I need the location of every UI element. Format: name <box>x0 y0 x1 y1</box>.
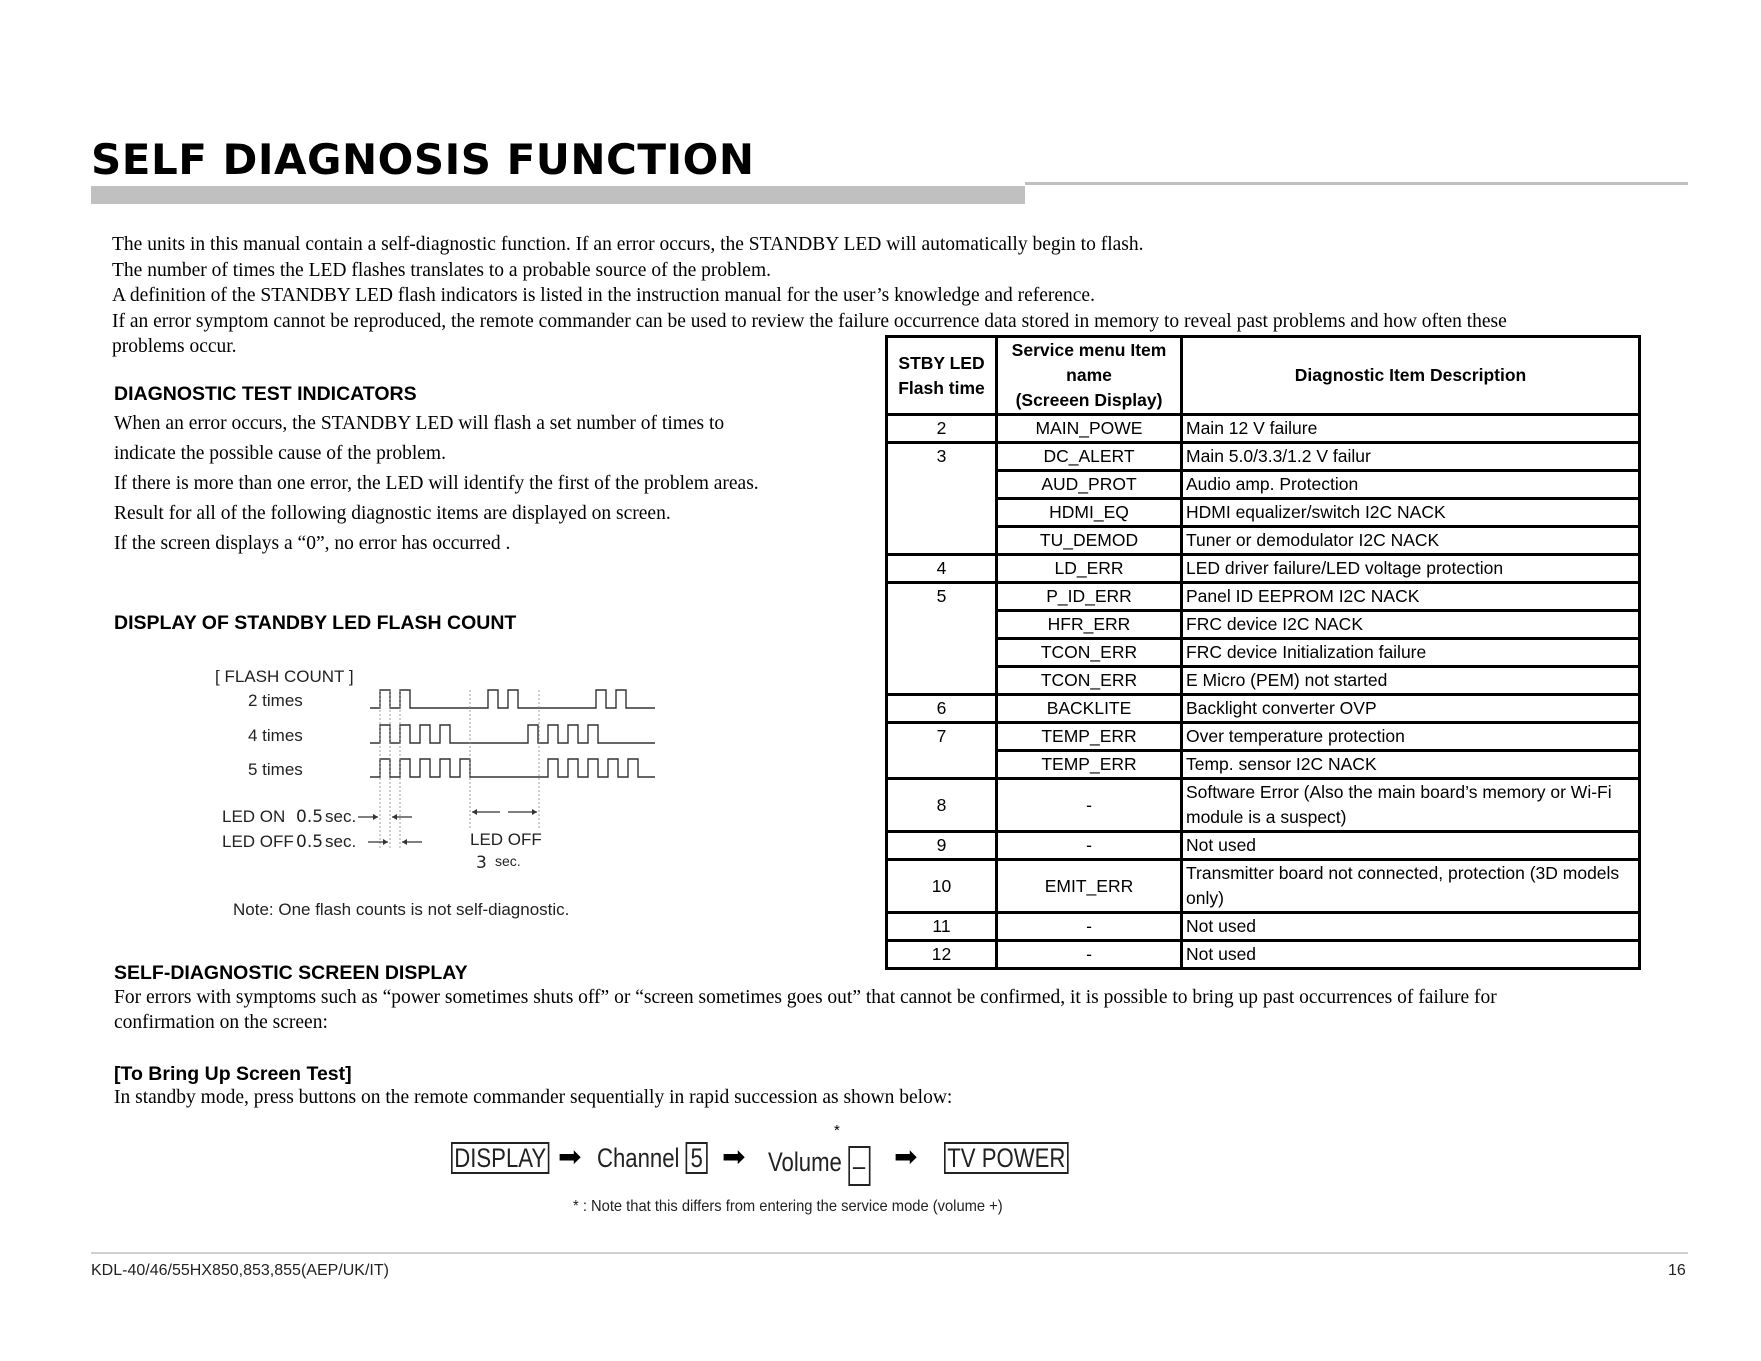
service-item-cell: - <box>997 913 1182 941</box>
screen-display-line: For errors with symptoms such as “power sometimes shuts off” or “screen sometimes goes out” that cannot be confirmed, it is possible to bring up past occurrences of failure for <box>114 987 1497 1008</box>
title-rule <box>1025 182 1688 185</box>
led-on-label: LED ON <box>222 807 286 826</box>
description-cell: Temp. sensor I2C NACK <box>1182 751 1640 779</box>
header-text-line: (Screeen Display) <box>1015 390 1163 410</box>
gap-off-value: 3 <box>476 853 487 873</box>
display-key-label: DISPLAY <box>451 1142 549 1174</box>
arrowhead-icon <box>373 814 378 820</box>
title-underline-bar <box>91 186 1025 204</box>
service-item-cell: AUD_PROT <box>997 471 1182 499</box>
description-cell: Over temperature protection <box>1182 723 1640 751</box>
service-item-cell: HFR_ERR <box>997 611 1182 639</box>
header-flash-time <box>887 337 997 415</box>
flash-time-cell: 3 <box>887 443 997 555</box>
table-row <box>887 611 1640 639</box>
arrow-right-icon: ➡ <box>558 1142 582 1173</box>
screen-display-text <box>114 985 1674 1035</box>
table-row <box>887 415 1640 443</box>
flash-time-cell: 10 <box>887 860 997 913</box>
header-text-line: Flash time <box>898 377 985 398</box>
volume-asterisk: * <box>834 1122 840 1139</box>
diagnostic-line: When an error occurs, the STANDBY LED will flash a set number of times to <box>114 413 725 434</box>
intro-line: The units in this manual contain a self-diagnostic function. If an error occurs, the STANDBY LED will automatically begin to flash. <box>112 234 1144 255</box>
diagnostic-test-heading: DIAGNOSTIC TEST INDICATORS <box>114 383 417 405</box>
diagnostic-line: indicate the possible cause of the problem. <box>114 443 446 464</box>
flash-time-cell: 4 <box>887 555 997 583</box>
flash-waveform-4 <box>370 725 655 743</box>
table-row <box>887 751 1640 779</box>
service-item-cell: BACKLITE <box>997 695 1182 723</box>
table-row <box>887 832 1640 860</box>
flash-count-title: [ FLASH COUNT ] <box>215 667 354 686</box>
intro-line: A definition of the STANDBY LED flash indicators is listed in the instruction manual for the user’s knowledge and reference. <box>112 285 1095 306</box>
service-item-cell: - <box>997 941 1182 969</box>
tv-power-key <box>944 1142 1069 1174</box>
led-off-unit: sec. <box>325 832 357 851</box>
diagnostic-line: If the screen displays a “0”, no error has occurred . <box>114 533 511 554</box>
gap-off-unit: sec. <box>495 853 521 869</box>
table-row <box>887 667 1640 695</box>
flash-display-heading: DISPLAY OF STANDBY LED FLASH COUNT <box>114 612 517 634</box>
volume-key: – <box>848 1146 870 1186</box>
service-item-cell: LD_ERR <box>997 555 1182 583</box>
display-key <box>451 1142 549 1174</box>
diagnostic-table <box>885 335 1641 970</box>
arrowhead-icon <box>392 814 397 820</box>
service-item-cell: EMIT_ERR <box>997 860 1182 913</box>
flash-count-diagram <box>200 660 680 930</box>
page-number: 16 <box>1668 1262 1686 1279</box>
service-item-cell: P_ID_ERR <box>997 583 1182 611</box>
tv-power-key-label: TV POWER <box>944 1142 1069 1174</box>
table-row <box>887 555 1640 583</box>
led-off-value: 0.5 <box>296 832 324 852</box>
arrowhead-icon <box>532 809 537 815</box>
table-row <box>887 527 1640 555</box>
flash-note: Note: One flash counts is not self-diagnostic. <box>233 900 570 919</box>
flash-time-cell: 5 <box>887 583 997 695</box>
sequence-note: * : Note that this differs from entering the service mode (volume +) <box>573 1198 1003 1215</box>
screen-test-heading: [To Bring Up Screen Test] <box>114 1063 352 1085</box>
description-cell: FRC device Initialization failure <box>1182 639 1640 667</box>
header-service-item <box>997 337 1182 415</box>
description-cell: Main 5.0/3.3/1.2 V failur <box>1182 443 1640 471</box>
description-cell: Audio amp. Protection <box>1182 471 1640 499</box>
diagnostic-test-text <box>114 409 894 559</box>
service-item-cell: TEMP_ERR <box>997 723 1182 751</box>
flash-time-cell: 7 <box>887 723 997 779</box>
header-text-line: name <box>1066 365 1112 385</box>
service-item-cell: MAIN_POWE <box>997 415 1182 443</box>
description-cell: Not used <box>1182 832 1640 860</box>
service-item-cell: - <box>997 832 1182 860</box>
footer-rule <box>91 1252 1688 1254</box>
table-row <box>887 779 1640 832</box>
table-row <box>887 941 1640 969</box>
table-row <box>887 913 1640 941</box>
table-row <box>887 499 1640 527</box>
screen-display-line: confirmation on the screen: <box>114 1012 328 1033</box>
description-cell: Tuner or demodulator I2C NACK <box>1182 527 1640 555</box>
table-row <box>887 443 1640 471</box>
flash-time-cell: 6 <box>887 695 997 723</box>
header-description <box>1182 337 1640 415</box>
table-row <box>887 860 1640 913</box>
volume-step <box>768 1142 870 1182</box>
arrowhead-icon <box>472 809 477 815</box>
table-row <box>887 471 1640 499</box>
led-on-unit: sec. <box>325 807 357 826</box>
flash-waveform-2 <box>370 690 655 708</box>
intro-line: If an error symptom cannot be reproduced, the remote commander can be used to review the failure occurrence data stored in memory to reveal past problems and how often these <box>112 310 1507 332</box>
flash-time-cell: 9 <box>887 832 997 860</box>
table-header-row <box>887 337 1640 415</box>
description-cell: Main 12 V failure <box>1182 415 1640 443</box>
volume-label: Volume <box>768 1147 842 1177</box>
description-cell: Backlight converter OVP <box>1182 695 1640 723</box>
header-text-line: Service menu Item <box>1011 340 1167 360</box>
description-cell: E Micro (PEM) not started <box>1182 667 1640 695</box>
service-item-cell: TCON_ERR <box>997 667 1182 695</box>
table-row <box>887 583 1640 611</box>
flash-time-cell: 8 <box>887 779 997 832</box>
arrow-right-icon: ➡ <box>894 1142 918 1173</box>
description-cell: Software Error (Also the main board’s memory or Wi-Fi module is a suspect) <box>1182 779 1640 832</box>
service-item-cell: - <box>997 779 1182 832</box>
screen-display-heading: SELF-DIAGNOSTIC SCREEN DISPLAY <box>114 962 468 984</box>
led-on-value: 0.5 <box>296 807 324 827</box>
channel-label: Channel <box>597 1143 680 1173</box>
intro-line: problems occur. <box>112 336 237 357</box>
gap-off-label: LED OFF <box>470 830 542 849</box>
description-cell: LED driver failure/LED voltage protection <box>1182 555 1640 583</box>
flash-row-label: 4 times <box>248 726 303 745</box>
service-item-cell: TCON_ERR <box>997 639 1182 667</box>
description-cell: HDMI equalizer/switch I2C NACK <box>1182 499 1640 527</box>
flash-waveform-5 <box>370 759 655 777</box>
flash-row-label: 5 times <box>248 760 303 779</box>
header-text-line: Diagnostic Item Description <box>1294 365 1527 385</box>
intro-line: The number of times the LED flashes translates to a probable source of the problem. <box>112 259 772 281</box>
table-row <box>887 639 1640 667</box>
service-item-cell: DC_ALERT <box>997 443 1182 471</box>
flash-time-cell: 12 <box>887 941 997 969</box>
led-off-label: LED OFF <box>222 832 294 851</box>
diagnostic-line: Result for all of the following diagnostic items are displayed on screen. <box>114 503 671 524</box>
diagnostic-line: If there is more than one error, the LED will identify the first of the problem areas. <box>114 473 759 494</box>
service-item-cell: HDMI_EQ <box>997 499 1182 527</box>
description-cell: Transmitter board not connected, protection (3D models only) <box>1182 860 1640 913</box>
channel-step <box>597 1142 708 1174</box>
arrowhead-icon <box>402 839 407 845</box>
table-row <box>887 723 1640 751</box>
service-item-cell: TU_DEMOD <box>997 527 1182 555</box>
page-title: SELF DIAGNOSIS FUNCTION <box>91 135 755 184</box>
arrow-right-icon: ➡ <box>722 1142 746 1173</box>
arrowhead-icon <box>383 839 388 845</box>
flash-row-label: 2 times <box>248 691 303 710</box>
footer-model: KDL-40/46/55HX850,853,855(AEP/UK/IT) <box>91 1262 389 1279</box>
channel-key: 5 <box>686 1142 708 1174</box>
description-cell: Not used <box>1182 941 1640 969</box>
header-text-line: STBY LED <box>898 352 985 373</box>
service-item-cell: TEMP_ERR <box>997 751 1182 779</box>
flash-time-cell: 2 <box>887 415 997 443</box>
description-cell: Panel ID EEPROM I2C NACK <box>1182 583 1640 611</box>
flash-time-cell: 11 <box>887 913 997 941</box>
table-row <box>887 695 1640 723</box>
description-cell: Not used <box>1182 913 1640 941</box>
description-cell: FRC device I2C NACK <box>1182 611 1640 639</box>
screen-test-text: In standby mode, press buttons on the remote commander sequentially in rapid succession as shown below: <box>114 1087 953 1108</box>
